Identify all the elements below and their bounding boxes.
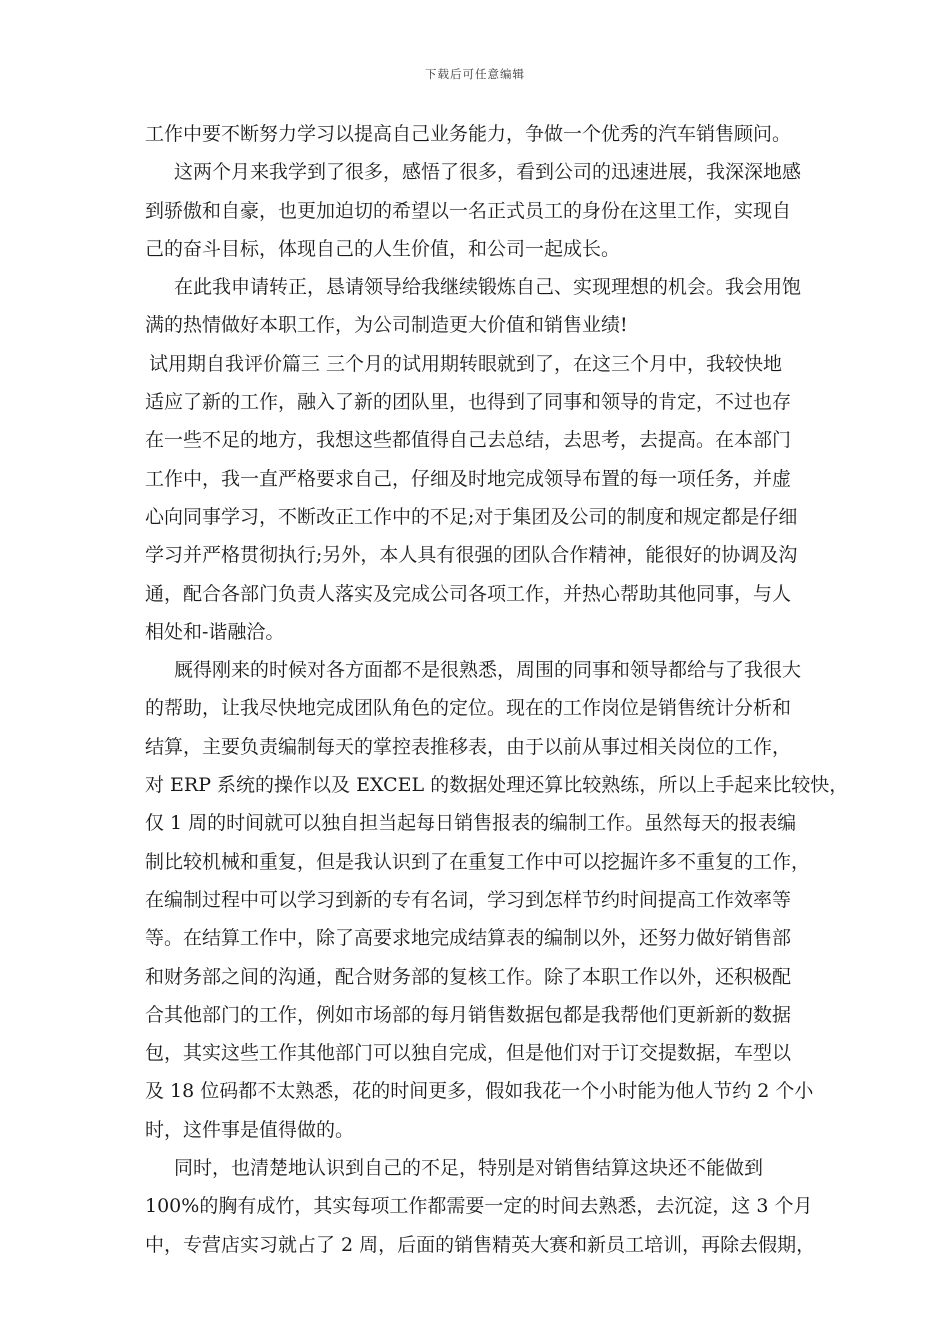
text-line: 这两个月来我学到了很多，感悟了很多，看到公司的迅速进展，我深深地感 <box>174 161 802 184</box>
text-line: 学习并严格贯彻执行;另外，本人具有很强的团队合作精神，能很好的协调及沟 <box>145 544 798 567</box>
page-header: 下载后可任意编辑 <box>425 67 525 81</box>
text-line: 在此我申请转正，恳请领导给我继续锻炼自己、实现理想的机会。我会用饱 <box>174 276 802 299</box>
text-line: 在编制过程中可以学习到新的专有名词，学习到怎样节约时间提高工作效率等 <box>145 888 792 911</box>
text-line: 在一些不足的地方，我想这些都值得自己去总结，去思考，去提高。在本部门 <box>145 429 792 452</box>
text-line: 心向同事学习，不断改正工作中的不足;对于集团及公司的制度和规定都是仔细 <box>145 505 798 528</box>
text-line: 等。在结算工作中，除了高要求地完成结算表的编制以外，还努力做好销售部 <box>145 927 792 950</box>
text-line: 合其他部门的工作，例如市场部的每月销售数据包都是我帮他们更新新的数据 <box>145 1003 792 1026</box>
text-line: 制比较机械和重复，但是我认识到了在重复工作中可以挖掘许多不重复的工作， <box>145 850 811 873</box>
text-line: 及 18 位码都不太熟悉，花的时间更多，假如我花一个小时能为他人节约 2 个小 <box>145 1080 814 1103</box>
text-line: 100%的胸有成竹，其实每项工作都需要一定的时间去熟悉，去沉淀，这 3 个月 <box>145 1195 813 1218</box>
text-line: 仅 1 周的时间就可以独自担当起每日销售报表的编制工作。虽然每天的报表编 <box>145 812 797 835</box>
text-line: 到骄傲和自豪，也更加迫切的希望以一名正式员工的身份在这里工作，实现自 <box>145 199 792 222</box>
text-line: 厩得刚来的时候对各方面都不是很熟悉，周围的同事和领导都给与了我很大 <box>174 659 802 682</box>
document-body <box>145 115 849 1264</box>
text-line: 同时，也清楚地认识到自己的不足，特别是对销售结算这块还不能做到 <box>174 1157 764 1180</box>
text-line: 试用期自我评价篇三 三个月的试用期转眼就到了，在这三个月中，我较快地 <box>149 352 783 375</box>
text-line: 满的热情做好本职工作，为公司制造更大价值和销售业绩! <box>145 314 628 337</box>
text-line: 结算，主要负责编制每天的掌控表推移表，由于以前从事过相关岗位的工作， <box>145 735 792 758</box>
text-line: 包，其实这些工作其他部门可以独自完成，但是他们对于订交提数据，车型以 <box>145 1042 792 1065</box>
text-line: 对 ERP 系统的操作以及 EXCEL 的数据处理还算比较熟练，所以上手起来比较快， <box>145 774 849 797</box>
text-line: 通，配合各部门负责人落实及完成公司各项工作，并热心帮助其他同事，与人 <box>145 582 792 605</box>
text-line: 工作中要不断努力学习以提高自己业务能力，争做一个优秀的汽车销售顾问。 <box>145 123 792 145</box>
text-line: 适应了新的工作，融入了新的团队里，也得到了同事和领导的肯定，不过也存 <box>145 391 792 414</box>
text-line: 中，专营店实习就占了 2 周，后面的销售精英大赛和新员工培训，再除去假期， <box>145 1233 816 1256</box>
text-line: 己的奋斗目标，体现自己的人生价值，和公司一起成长。 <box>145 237 621 260</box>
text-line: 的帮助，让我尽快地完成团队角色的定位。现在的工作岗位是销售统计分析和 <box>145 697 792 720</box>
text-line: 相处和-谐融洽。 <box>145 620 285 643</box>
text-line: 工作中，我一直严格要求自己，仔细及时地完成领导布置的每一项任务，并虚 <box>145 467 792 490</box>
text-line: 和财务部之间的沟通，配合财务部的复核工作。除了本职工作以外，还积极配 <box>145 965 792 988</box>
text-line: 时，这件事是值得做的。 <box>145 1118 355 1141</box>
